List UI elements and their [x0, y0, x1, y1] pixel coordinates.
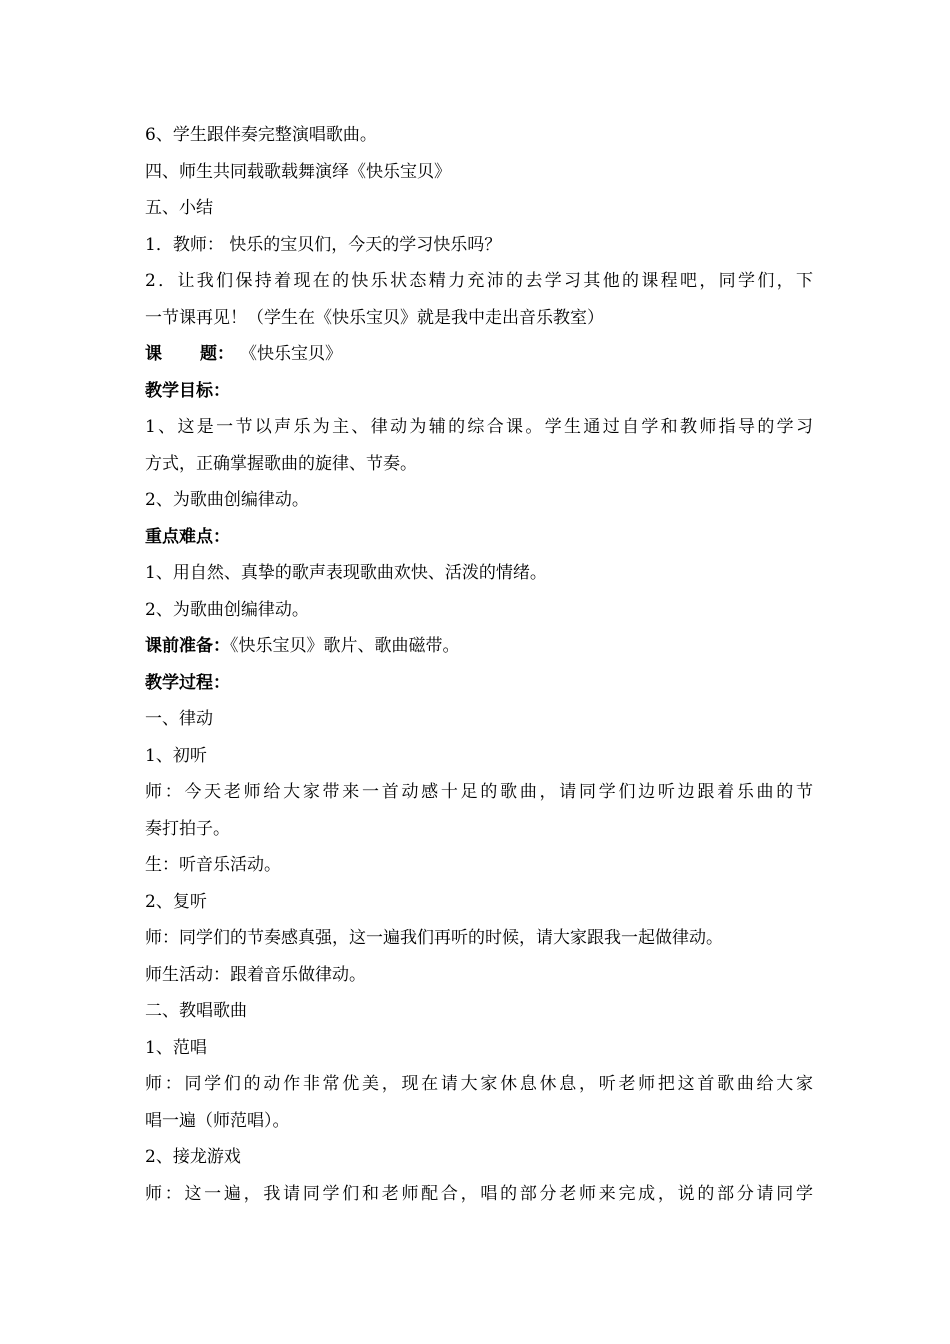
topic-label-char1: 课: [145, 344, 162, 364]
preparation-line: [145, 628, 813, 665]
process-line: 师：今天老师给大家带来一首动感十足的歌曲，请同学们边听边跟着乐曲的节: [145, 782, 813, 802]
topic-label: [145, 336, 240, 373]
objectives-heading: 教学目标：: [145, 380, 230, 401]
key-point-line: 2、为歌曲创编律动。: [145, 599, 309, 620]
topic-line: [145, 336, 813, 373]
objective-line: 2、为歌曲创编律动。: [145, 490, 309, 510]
objective-line: 方式，正确掌握歌曲的旋律、节奏。: [145, 453, 417, 474]
key-point-line: 1、用自然、真挚的歌声表现歌曲欢快、活泼的情绪。: [145, 563, 547, 583]
text-line: 一节课再见！（学生在《快乐宝贝》就是我中走出音乐教室）: [145, 307, 604, 328]
process-line: 1、范唱: [145, 1037, 207, 1058]
section-heading: 五、小结: [145, 198, 213, 218]
key-points-heading: 重点难点：: [145, 526, 230, 547]
preparation-value: 《快乐宝贝》歌片、歌曲磁带。: [230, 636, 460, 656]
process-line: 2、复听: [145, 891, 207, 912]
process-line: 2、接龙游戏: [145, 1147, 241, 1167]
topic-value: 《快乐宝贝》: [240, 344, 342, 364]
preparation-label: 课前准备：: [145, 636, 230, 656]
text-line: 6、学生跟伴奏完整演唱歌曲。: [145, 125, 377, 145]
text-line: 1．教师： 快乐的宝贝们，今天的学习快乐吗？: [145, 234, 502, 255]
document-body: [145, 117, 813, 1212]
process-line: 二、教唱歌曲: [145, 1001, 247, 1021]
process-line: 一、律动: [145, 709, 213, 729]
objective-line: 1、这是一节以声乐为主、律动为辅的综合课。学生通过自学和教师指导的学习: [145, 417, 813, 437]
process-line: 生：听音乐活动。: [145, 855, 281, 875]
process-line: 唱一遍（师范唱）。: [145, 1110, 290, 1131]
process-line: 1、初听: [145, 745, 207, 766]
process-line: 奏打拍子。: [145, 818, 230, 839]
process-line: 师：同学们的节奏感真强，这一遍我们再听的时候，请大家跟我一起做律动。: [145, 928, 723, 948]
process-line: 师生活动：跟着音乐做律动。: [145, 964, 366, 985]
text-line: 2．让我们保持着现在的快乐状态精力充沛的去学习其他的课程吧，同学们，下: [145, 271, 813, 291]
process-line: 师：同学们的动作非常优美，现在请大家休息休息，听老师把这首歌曲给大家: [145, 1074, 813, 1094]
process-heading: 教学过程：: [145, 672, 230, 693]
topic-label-char2: 题：: [200, 344, 234, 364]
process-line: 师：这一遍，我请同学们和老师配合，唱的部分老师来完成，说的部分请同学: [145, 1183, 813, 1204]
section-heading: 四、师生共同载歌载舞演绎《快乐宝贝》: [145, 161, 451, 182]
